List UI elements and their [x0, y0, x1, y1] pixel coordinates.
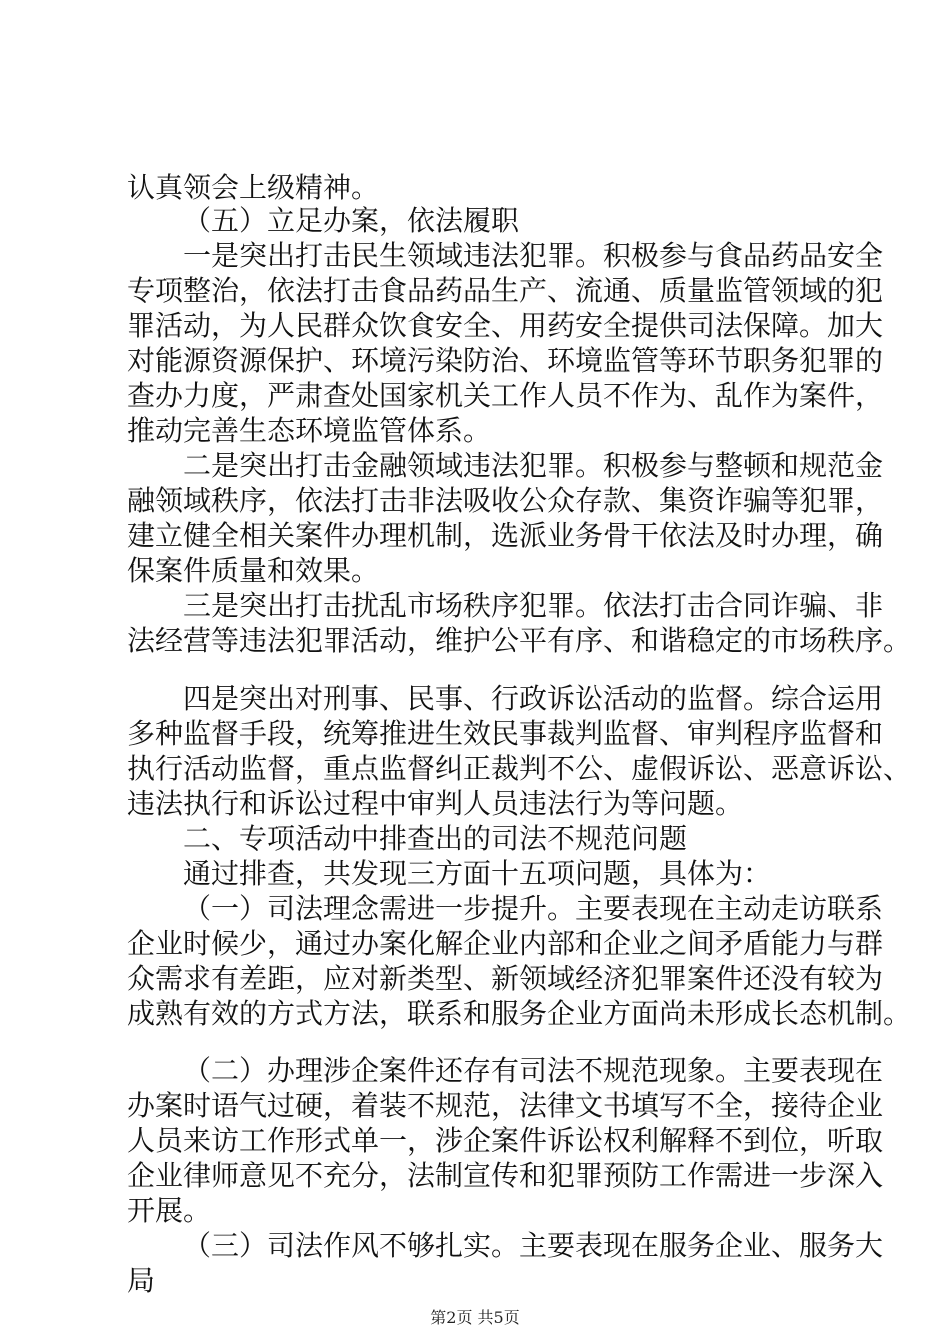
text-line: （一）司法理念需进一步提升。主要表现在主动走访联系	[183, 892, 884, 925]
text-line: 查办力度，严肃查处国家机关工作人员不作为、乱作为案件，	[127, 379, 884, 412]
text-line: 认真领会上级精神。	[127, 171, 380, 204]
text-line: 罪活动，为人民群众饮食安全、用药安全提供司法保障。加大	[127, 309, 884, 342]
text-line: 成熟有效的方式方法，联系和服务企业方面尚未形成长态机制。	[127, 997, 912, 1030]
section-heading: 二、专项活动中排查出的司法不规范问题	[183, 822, 688, 855]
text-line: 专项整治，依法打击食品药品生产、流通、质量监管领域的犯	[127, 274, 884, 307]
text-line: 众需求有差距，应对新类型、新领域经济犯罪案件还没有较为	[127, 962, 884, 995]
text-line: 办案时语气过硬，着装不规范，法律文书填写不全，接待企业	[127, 1089, 884, 1122]
text-line: 法经营等违法犯罪活动，维护公平有序、和谐稳定的市场秩序。	[127, 624, 912, 657]
text-line: 通过排查，共发现三方面十五项问题，具体为：	[183, 857, 772, 890]
text-line: 融领域秩序，依法打击非法吸收公众存款、集资诈骗等犯罪，	[127, 484, 884, 517]
text-line: 保案件质量和效果。	[127, 554, 380, 587]
text-line: 二是突出打击金融领域违法犯罪。积极参与整顿和规范金	[183, 449, 884, 482]
text-line: 局	[127, 1264, 156, 1297]
text-line: 一是突出打击民生领域违法犯罪。积极参与食品药品安全	[183, 239, 884, 272]
text-line: （三）司法作风不够扎实。主要表现在服务企业、服务大	[183, 1229, 884, 1262]
section-heading: （五）立足办案，依法履职	[183, 204, 520, 237]
text-line: （二）办理涉企案件还存有司法不规范现象。主要表现在	[183, 1054, 884, 1087]
text-line: 人员来访工作形式单一，涉企案件诉讼权利解释不到位，听取	[127, 1124, 884, 1157]
text-line: 企业时候少，通过办案化解企业内部和企业之间矛盾能力与群	[127, 927, 884, 960]
text-line: 执行活动监督，重点监督纠正裁判不公、虚假诉讼、恶意诉讼、	[127, 752, 912, 785]
page-number-footer: 第2页 共5页	[430, 1308, 520, 1327]
text-line: 企业律师意见不充分，法制宣传和犯罪预防工作需进一步深入	[127, 1159, 884, 1192]
text-line: 建立健全相关案件办理机制，选派业务骨干依法及时办理，确	[127, 519, 884, 552]
text-line: 违法执行和诉讼过程中审判人员违法行为等问题。	[127, 787, 744, 820]
text-line: 三是突出打击扰乱市场秩序犯罪。依法打击合同诈骗、非	[183, 589, 884, 622]
text-line: 四是突出对刑事、民事、行政诉讼活动的监督。综合运用	[183, 682, 884, 715]
text-line: 对能源资源保护、环境污染防治、环境监管等环节职务犯罪的	[127, 344, 884, 377]
text-line: 推动完善生态环境监管体系。	[127, 414, 492, 447]
text-line: 多种监督手段，统筹推进生效民事裁判监督、审判程序监督和	[127, 717, 884, 750]
text-line: 开展。	[127, 1194, 212, 1227]
